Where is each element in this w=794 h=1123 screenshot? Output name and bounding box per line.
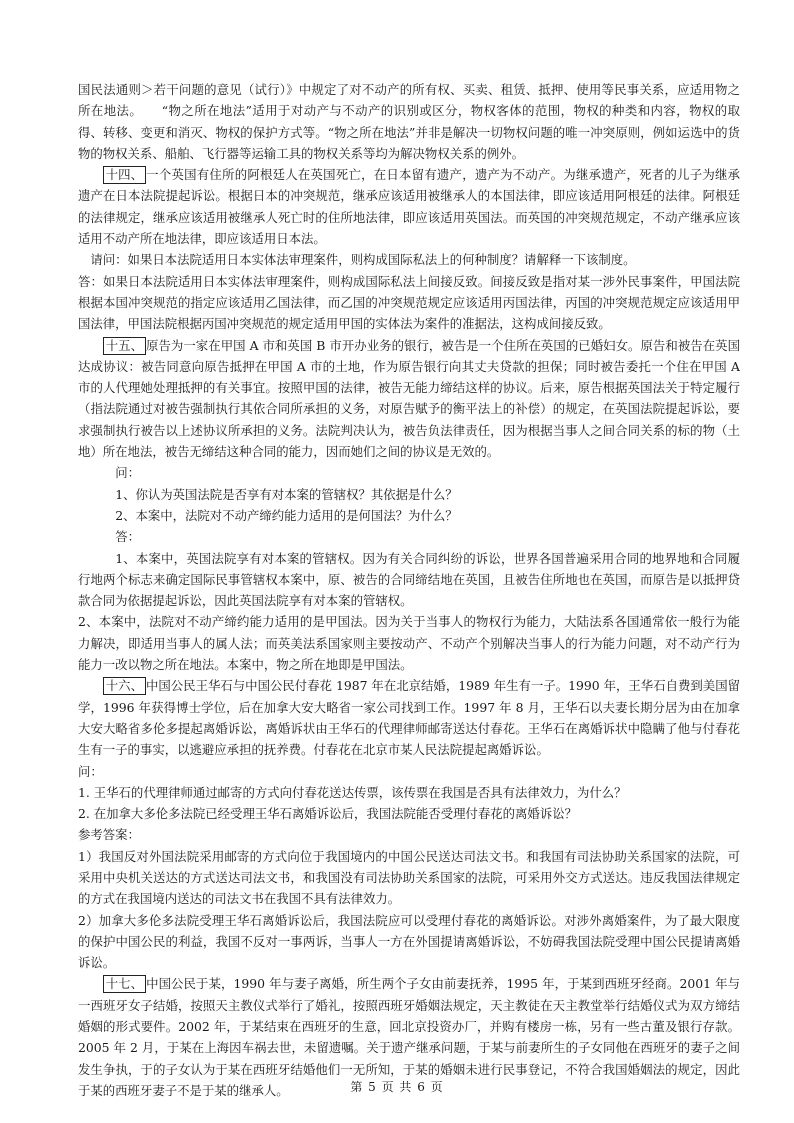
question-paragraph: 请问：如果日本法院适用日本实体法审理案件，则构成国际私法上的何种制度？请解释一下该制度。	[90, 252, 636, 268]
question-item: 2、本案中，法院对不动产缔约能力适用的是何国法？为什么？	[115, 507, 458, 523]
case-15-text: 原告为一家在甲国 A 市和英国 B 市开办业务的银行，被告是一个住所在英国的已婚妇女。原告和被告在英国达成协议：被告同意向原告抵押在甲国 A 市的土地，作为原告银行向其丈夫贷款的担保；同时被告委托一个住在甲国 A 市的人代理她处理抵押的有关事宜。按照甲国的法律，被告无能力缔结这样的协议。后来，原告根据英国法关于特定履行（指法院通过对被告强制执行其依合同所承担的义务，对原告赋予的衡平法上的补偿）的规定，在英国法院提起诉讼，要求强制执行被告以上述协议所承担的义务。法院判决认为，被告负法律责任，因为根据当事人之间合同关系的标的物（土地）所在地法，被告无缔结这种合同的能力，因而她们之间的协议是无效的。	[78, 337, 740, 460]
case-16-paragraph	[78, 675, 740, 760]
case-14-text: 一个英国有住所的阿根廷人在英国死亡，在日本留有遗产，遗产为不动产。为继承遗产，死者的儿子为继承遗产在日本法院提起诉讼。根据日本的冲突规范，继承应该适用被继承人的本国法律，即应该适用阿根廷的法律。阿根廷的法律规定，继承应该适用被继承人死亡时的住所地法律，即应该适用英国法。而英国的冲突规范规定，不动产继承应该适用不动产所在地法律，即应该适用日本法。	[78, 167, 740, 247]
case-number-label: 十五、	[103, 337, 146, 355]
case-number-label: 十六、	[103, 677, 146, 695]
paragraph-intro: 国民法通则＞若干问题的意见（试行）》中规定了对不动产的所有权、买卖、租赁、抵押、使用等民事关系，应适用物之所在地法。 “物之所在地法”适用于对动产与不动产的识别或区分，物权客体的范围，物权的种类和内容，物权的取得、转移、变更和消灭、物权的保护方式等。“物之所在地法”并非是解决一切物权问题的唯一冲突原则，例如运选中的货物的物权关系、船舶、飞行器等运输工具的物权关系等均为解决物权关系的例外。	[78, 82, 740, 161]
case-17-text: 中国公民于某，1990 年与妻子离婚，所生两个子女由前妻抚养，1995 年，于某到西班牙经商。2001 年与一西班牙女子结婚，按照天主教仪式举行了婚礼，按照西班牙婚姻法规定，天主教徒在天主教堂举行结婚仪式为双方缔结婚姻的形式要件。2002 年，于某结束在西班牙的生意，回北京投资办厂，并购有楼房一栋，另有一些古董及银行存款。2005 年 2 月，于某在上海因车祸去世，未留遗嘱。关于遗产继承问题，于某与前妻所生的子女同他在西班牙的妻子之间发生争执，于的子女认为于某在西班牙结婚他们一无所知，于某的婚姻未进行民事登记，不符合我国婚姻法的规定，因此于某的西班牙妻子不是于某的继承人。	[78, 976, 740, 1098]
answer-paragraph: 答：如果日本法院适用日本实体法审理案件，则构成国际私法上间接反致。间接反致是指对某一涉外民事案件，甲国法院根据本国冲突规范的指定应该适用乙国法律，而乙国的冲突规范规定应该适用丙国法律，丙国的冲突规范规定应该适用甲国法律，甲国法院根据丙国冲突规范的规定适用甲国的实体法为案件的准据法，这构成间接反致。	[78, 273, 740, 332]
case-14-paragraph	[78, 164, 740, 249]
answer-item: 2）加拿大多伦多法院受理王华石离婚诉讼后，我国法院应可以受理付春花的离婚诉讼。对涉外离婚案件，为了最大限度的保护中国公民的利益，我国不反对一事两诉，当事人一方在外国提请离婚诉讼，不妨碍我国法院受理中国公民提请离婚诉讼。	[78, 912, 740, 971]
case-number-label: 十四、	[103, 166, 146, 184]
case-15-paragraph	[78, 335, 740, 463]
question-item: 2. 在加拿大多伦多法院已经受理王华石离婚诉讼后，我国法院能否受理付春花的离婚诉讼？	[78, 806, 577, 822]
case-16-text: 中国公民王华石与中国公民付春花 1987 年在北京结婚，1989 年生有一子。1990 年，王华石自费到美国留学，1996 年获得博士学位，后在加拿大安大略省一家公司找到工作。1997 年 8 月，王华石以夫妻长期分居为由在加拿大安大略省多伦多提起离婚诉讼，离婚诉状由王华石的代理律师邮寄送达付春花。王华石在离婚诉状中隐瞒了他与付春花生有一子的事实，以逃避应承担的抚养费。付春花在北京市某人民法院提起离婚诉讼。	[78, 678, 740, 758]
answer-heading: 答：	[115, 529, 140, 545]
question-heading: 问：	[115, 465, 140, 481]
question-heading: 问：	[78, 763, 103, 779]
answer-item: 1、本案中，英国法院享有对本案的管辖权。因为有关合同纠纷的诉讼，世界各国普遍采用合同的地界地和合同履行地两个标志来确定国际民事管辖权本案中，原、被告的合同缔结地在英国，且被告住所地也在英国，而原告是以抵押贷款合同为依据提起诉讼，因此英国法院享有对本案的管辖权。	[78, 550, 740, 609]
question-item: 1、你认为英国法院是否享有对本案的管辖权？其依据是什么？	[115, 486, 458, 502]
page-number-footer: 第 5 页 共 6 页	[350, 1080, 444, 1094]
answer-item: 2、本案中，法院对不动产缔约能力适用的是甲国法。因为关于当事人的物权行为能力，大陆法系各国通常依一般行为能力解决，即适用当事人的属人法；而英美法系国家则主要按动产、不动产个别解决当事人的行为能力问题，对不动产行为能力一改以物之所在地法。本案中，物之所在地即是甲国法。	[78, 614, 740, 673]
answer-item: 1）我国反对外国法院采用邮寄的方式向位于我国境内的中国公民送达司法文书。和我国有司法协助关系国家的法院，可采用中央机关送达的方式送达司法文书，和我国没有司法协助关系国家的法院，可采用外交方式送达。违反我国法律规定的方式在我国境内送达的司法文书在我国不具有法律效力。	[78, 848, 740, 907]
reference-answer-heading: 参考答案：	[78, 827, 140, 843]
case-number-label: 十七、	[103, 975, 146, 993]
question-item: 1. 王华石的代理律师通过邮寄的方式向付春花送达传票，该传票在我国是否具有法律效力，为什么？	[78, 784, 627, 800]
document-body	[78, 79, 740, 1101]
